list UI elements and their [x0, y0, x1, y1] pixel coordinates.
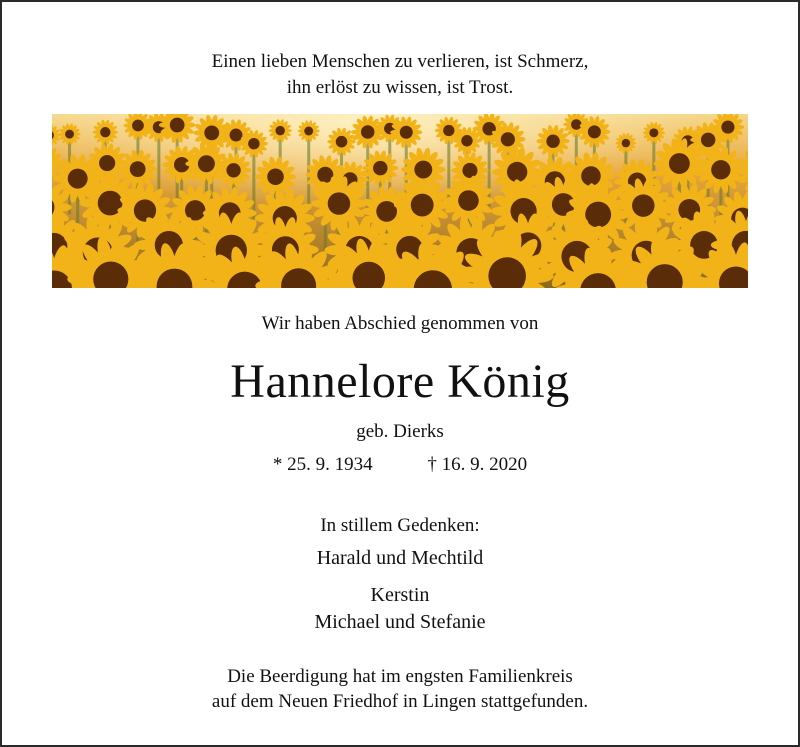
- sunflower-image: [52, 114, 748, 288]
- intro-text: Wir haben Abschied genommen von: [261, 313, 539, 334]
- mourner-line-2: Michael und Stefanie: [314, 611, 486, 633]
- maiden-name: geb. Dierks: [356, 421, 444, 442]
- birth-date: * 25. 9. 1934: [272, 454, 373, 475]
- notice-line-2: auf dem Neuen Friedhof in Lingen stattgefunden.: [211, 691, 589, 712]
- deceased-name: Hannelore König: [230, 355, 570, 408]
- funeral-notice: [2, 664, 798, 714]
- life-dates: [2, 454, 798, 476]
- quote-line-1: Einen lieben Menschen zu verlieren, ist Schmerz,: [211, 51, 589, 72]
- memory-heading: In stillem Gedenken:: [320, 515, 480, 536]
- quote-line-2: ihn erlöst zu wissen, ist Trost.: [286, 77, 514, 98]
- mourner-line-1: Kerstin: [370, 584, 430, 606]
- death-date: † 16. 9. 2020: [427, 454, 528, 475]
- mourners-group-2: [2, 582, 798, 636]
- mourners-group-1: Harald und Mechtild: [316, 547, 484, 569]
- notice-line-1: Die Beerdigung hat im engsten Familienkreis: [227, 666, 573, 687]
- quote: [2, 49, 798, 101]
